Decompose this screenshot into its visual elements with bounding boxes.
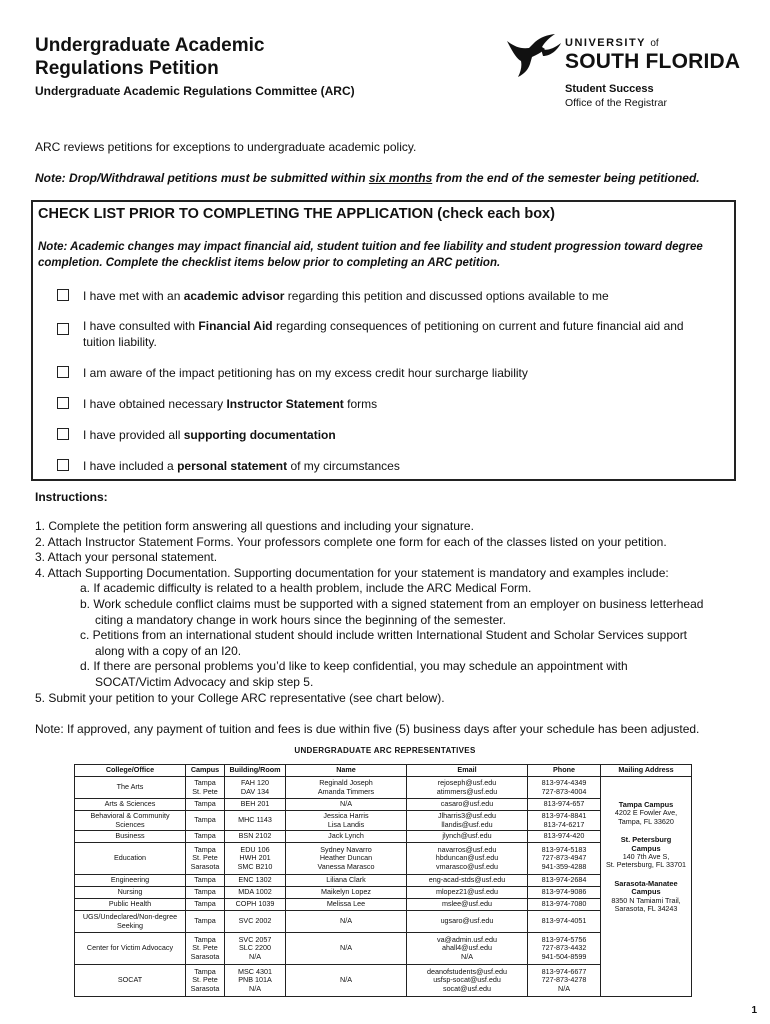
table-cell: Tampa	[186, 899, 225, 911]
table-cell: MDA 1002	[225, 887, 286, 899]
checkbox-excess-credit[interactable]	[57, 366, 69, 378]
checklist-item-text: I have obtained necessary Instructor Statement forms	[83, 397, 378, 411]
table-cell: BEH 201	[225, 799, 286, 811]
step-5: 5. Submit your petition to your College ARC representative (see chart below).	[35, 690, 445, 705]
bull-horns-icon	[505, 33, 563, 79]
table-row	[75, 899, 692, 911]
step-4a: a. If academic difficulty is related to a health problem, include the ARC Medical Form.	[80, 581, 532, 596]
campus-address: 140 7th Ave S, St. Petersburg, FL 33701	[605, 852, 687, 870]
logo-student-success: Student Success	[565, 83, 654, 95]
mailing-address-cell	[601, 777, 692, 997]
table-cell: N/A	[286, 799, 407, 811]
checklist-item-text: I have met with an academic advisor regarding this petition and discussed options available to me	[83, 289, 609, 303]
table-cell: 813-974-657	[528, 799, 601, 811]
table-cell: SVC 2057 SLC 2200 N/A	[225, 933, 286, 965]
col-header: College/Office	[75, 765, 186, 777]
table-cell: 813-974-4051	[528, 911, 601, 933]
campus-name: Tampa Campus	[618, 800, 674, 809]
table-cell: Tampa	[186, 811, 225, 831]
table-cell: mslee@usf.edu	[407, 899, 528, 911]
col-header: Building/Room	[225, 765, 286, 777]
payment-note: Note: If approved, any payment of tuition and fees is due within five (5) business days after your schedule has been adjusted.	[35, 722, 700, 736]
table-cell: Tampa St. Pete Sarasota	[186, 965, 225, 997]
table-cell: eng-acad-stds@usf.edu	[407, 875, 528, 887]
table-cell: MHC 1143	[225, 811, 286, 831]
checklist-title: CHECK LIST PRIOR TO COMPLETING THE APPLICATION (check each box)	[38, 206, 555, 222]
table-cell: 813-974-7080	[528, 899, 601, 911]
table-cell: Tampa St. Pete	[186, 777, 225, 799]
table-cell: N/A	[286, 933, 407, 965]
page-subtitle: Undergraduate Academic Regulations Committee (ARC)	[35, 84, 355, 98]
campus-name: Sarasota-Manatee Campus	[614, 878, 678, 897]
intro-text: ARC reviews petitions for exceptions to undergraduate academic policy.	[35, 140, 417, 154]
table-title: UNDERGRADUATE ARC REPRESENTATIVES	[294, 746, 476, 755]
table-cell: Tampa	[186, 799, 225, 811]
drop-withdrawal-note: Note: Drop/Withdrawal petitions must be submitted within six months from the end of the semester being petitioned.	[35, 171, 700, 185]
table-cell: Center for Victim Advocacy	[75, 933, 186, 965]
step-4d-cont: SOCAT/Victim Advocacy and skip step 5.	[95, 674, 314, 689]
table-cell: Business	[75, 831, 186, 843]
mailing-address-block	[603, 801, 689, 826]
table-row	[75, 843, 692, 875]
campus-address: 8350 N Tamiami Trail, Sarasota, FL 34243	[611, 895, 681, 914]
table-cell: 813-974-6677 727-873-4278 N/A	[528, 965, 601, 997]
checkbox-personal-statement[interactable]	[57, 459, 69, 471]
table-cell: The Arts	[75, 777, 186, 799]
instructions-heading: Instructions:	[35, 490, 108, 504]
table-cell: Tampa	[186, 831, 225, 843]
table-row	[75, 965, 692, 997]
table-cell: SOCAT	[75, 965, 186, 997]
table-cell: 813-974-5756 727-873-4432 941-504-8599	[528, 933, 601, 965]
table-row	[75, 799, 692, 811]
logo-university: UNIVERSITY of	[565, 37, 659, 49]
checkbox-financial-aid[interactable]	[57, 323, 69, 335]
checklist-item-text: I am aware of the impact petitioning has on my excess credit hour surcharge liability	[83, 366, 528, 380]
step-4c-cont: along with a copy of an I20.	[95, 643, 242, 658]
table-cell: 813-974-9086	[528, 887, 601, 899]
instructions-list	[35, 519, 750, 706]
table-cell: Arts & Sciences	[75, 799, 186, 811]
table-cell: EDU 106 HWH 201 SMC B210	[225, 843, 286, 875]
mailing-address-block	[603, 836, 689, 870]
table-cell: Jlharris3@usf.edu llandis@usf.edu	[407, 811, 528, 831]
checklist-item-text: I have included a personal statement of my circumstances	[83, 459, 400, 473]
step-4b: b. Work schedule conflict claims must be supported with a signed statement from an employer on business letterhead	[80, 596, 704, 611]
table-cell: rejoseph@usf.edu atimmers@usf.edu	[407, 777, 528, 799]
table-cell: SVC 2002	[225, 911, 286, 933]
col-header: Email	[407, 765, 528, 777]
table-cell: Liliana Clark	[286, 875, 407, 887]
table-cell: Melissa Lee	[286, 899, 407, 911]
table-row	[75, 777, 692, 799]
table-cell: UGS/Undeclared/Non-degree Seeking	[75, 911, 186, 933]
table-cell: Engineering	[75, 875, 186, 887]
col-header: Mailing Address	[601, 765, 692, 777]
table-cell: Sydney Navarro Heather Duncan Vanessa Marasco	[286, 843, 407, 875]
table-cell: deanofstudents@usf.edu usfsp-socat@usf.edu socat@usf.edu	[407, 965, 528, 997]
table-cell: MSC 4301 PNB 101A N/A	[225, 965, 286, 997]
checkbox-academic-advisor[interactable]	[57, 289, 69, 301]
table-cell: 813-974-8841 813-74-6217	[528, 811, 601, 831]
table-cell: Jessica Harris Lisa Landis	[286, 811, 407, 831]
table-cell: 813-974-4349 727-873-4004	[528, 777, 601, 799]
checklist-item-text: I have consulted with Financial Aid regarding consequences of petitioning on current and future financial aid and tuition liability.	[83, 319, 684, 349]
table-cell: N/A	[286, 911, 407, 933]
step-2: 2. Attach Instructor Statement Forms. Your professors complete one form for each of the classes listed on your petition.	[35, 534, 667, 549]
col-header: Name	[286, 765, 407, 777]
table-row	[75, 911, 692, 933]
step-4: 4. Attach Supporting Documentation. Supporting documentation for your statement is mandatory and examples include:	[35, 565, 669, 580]
table-row	[75, 811, 692, 831]
table-cell: Tampa	[186, 911, 225, 933]
step-1: 1. Complete the petition form answering all questions and including your signature.	[35, 519, 474, 533]
logo-south-florida: SOUTH FLORIDA	[565, 50, 741, 73]
usf-logo	[505, 33, 745, 113]
step-4c: c. Petitions from an international student should include written International Student and Scholar Services support	[80, 628, 688, 643]
col-header: Campus	[186, 765, 225, 777]
title-line-2: Regulations Petition	[35, 58, 219, 79]
table-cell: Nursing	[75, 887, 186, 899]
checklist-note: Note: Academic changes may impact financial aid, student tuition and fee liability and student progression toward degree completion. Complete the checklist items below prior to completing an ARC petition.	[38, 241, 703, 269]
table-row	[75, 875, 692, 887]
table-cell: FAH 120 DAV 134	[225, 777, 286, 799]
campus-name: St. Petersburg Campus	[620, 835, 672, 853]
col-header: Phone	[528, 765, 601, 777]
checklist-item-text: I have provided all supporting documentation	[83, 428, 336, 442]
table-cell: Tampa	[186, 887, 225, 899]
table-cell: Reginald Joseph Amanda Timmers	[286, 777, 407, 799]
step-3: 3. Attach your personal statement.	[35, 550, 218, 565]
checkbox-supporting-docs[interactable]	[57, 428, 69, 440]
table-cell: Jack Lynch	[286, 831, 407, 843]
table-cell: Behavioral & Community Sciences	[75, 811, 186, 831]
table-cell: 813-974-420	[528, 831, 601, 843]
checkbox-instructor-statement[interactable]	[57, 397, 69, 409]
table-cell: navarros@usf.edu hbduncan@usf.edu vmarasco@usf.edu	[407, 843, 528, 875]
table-cell: Tampa	[186, 875, 225, 887]
table-cell: 813-974-5183 727-873-4947 941-359-4288	[528, 843, 601, 875]
table-row	[75, 831, 692, 843]
step-4b-cont: citing a mandatory change in work hours since the beginning of the semester.	[95, 612, 506, 627]
campus-address: 4202 E Fowler Ave, Tampa, FL 33620	[614, 808, 678, 826]
table-cell: N/A	[286, 965, 407, 997]
table-cell: Maikelyn Lopez	[286, 887, 407, 899]
table-cell: Tampa St. Pete Sarasota	[186, 933, 225, 965]
page-number: 1	[751, 1005, 757, 1016]
representatives-table	[74, 764, 692, 997]
table-cell: casaro@usf.edu	[407, 799, 528, 811]
table-cell: 813-974-2684	[528, 875, 601, 887]
title-line-1: Undergraduate Academic	[35, 35, 265, 56]
table-cell: BSN 2102	[225, 831, 286, 843]
mailing-address-block	[603, 880, 689, 914]
table-cell: Education	[75, 843, 186, 875]
table-cell: va@admin.usf.edu ahall4@usf.edu N/A	[407, 933, 528, 965]
table-row	[75, 933, 692, 965]
table-cell: ugsaro@usf.edu	[407, 911, 528, 933]
table-cell: jlynch@usf.edu	[407, 831, 528, 843]
table-cell: ENC 1302	[225, 875, 286, 887]
table-cell: Tampa St. Pete Sarasota	[186, 843, 225, 875]
table-cell: mlopez21@usf.edu	[407, 887, 528, 899]
table-row	[75, 887, 692, 899]
logo-office-registrar: Office of the Registrar	[565, 97, 667, 109]
table-cell: COPH 1039	[225, 899, 286, 911]
step-4d: d. If there are personal problems you’d like to keep confidential, you may schedule an appointment with	[80, 659, 628, 674]
page-title	[35, 34, 264, 80]
table-cell: Public Health	[75, 899, 186, 911]
